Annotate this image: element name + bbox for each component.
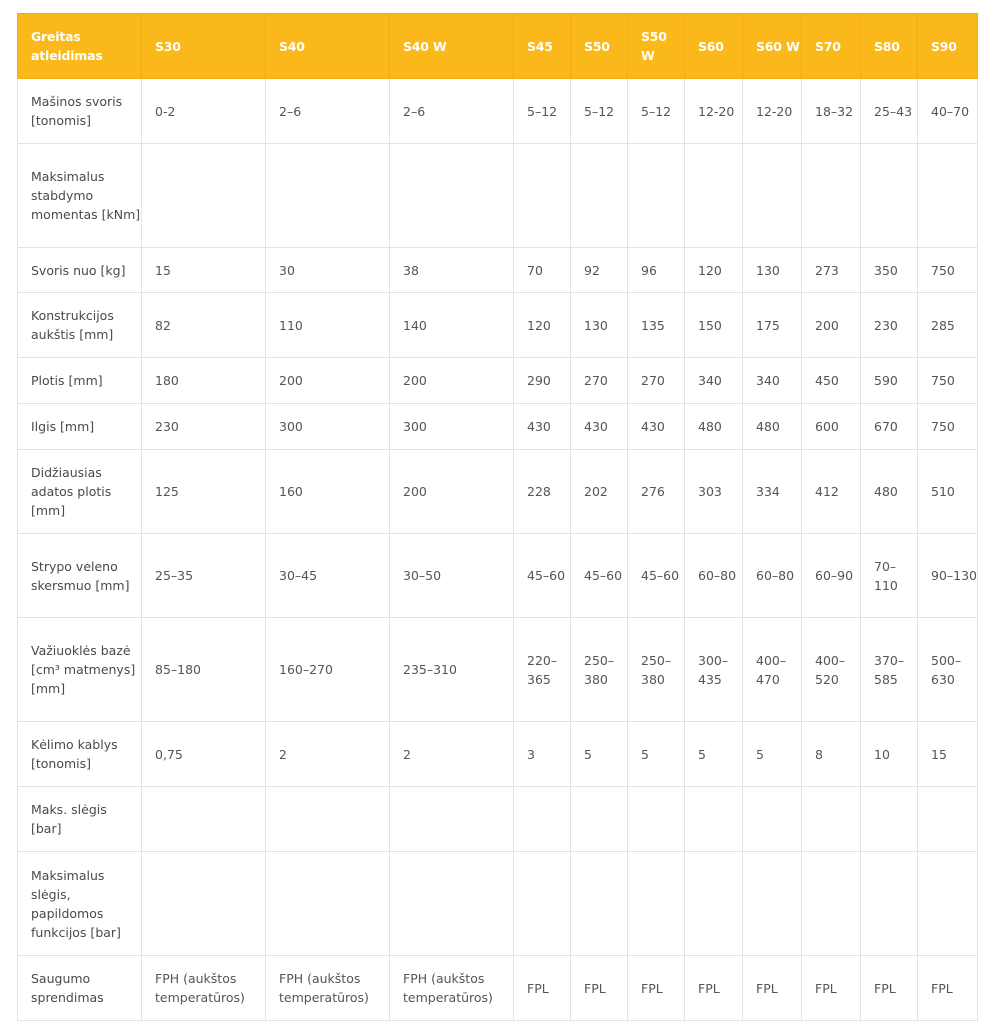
- table-cell: [685, 144, 743, 248]
- header-cell-model: S60 W: [743, 14, 802, 79]
- table-cell: FPL: [571, 956, 628, 1021]
- table-cell: 200: [390, 450, 514, 534]
- table-cell: [571, 144, 628, 248]
- row-label: Konstrukcijos aukštis [mm]: [18, 293, 142, 358]
- table-cell: [266, 144, 390, 248]
- table-cell: [743, 852, 802, 956]
- table-cell: FPH (aukštos temperatūros): [390, 956, 514, 1021]
- table-cell: FPH (aukštos temperatūros): [266, 956, 390, 1021]
- table-row: [18, 404, 978, 450]
- table-cell: 300–435: [685, 618, 743, 722]
- table-cell: [685, 852, 743, 956]
- table-cell: 430: [628, 404, 685, 450]
- row-label: Maks. slėgis [bar]: [18, 787, 142, 852]
- table-row: [18, 852, 978, 956]
- header-cell-model: S40 W: [390, 14, 514, 79]
- table-cell: FPL: [514, 956, 571, 1021]
- table-cell: 160: [266, 450, 390, 534]
- table-cell: 276: [628, 450, 685, 534]
- table-cell: [918, 144, 978, 248]
- header-cell-model: S40: [266, 14, 390, 79]
- table-cell: 12-20: [685, 79, 743, 144]
- table-cell: 70–110: [861, 534, 918, 618]
- table-cell: 180: [142, 358, 266, 404]
- table-cell: [918, 787, 978, 852]
- table-cell: FPL: [802, 956, 861, 1021]
- table-cell: 45–60: [514, 534, 571, 618]
- table-cell: [266, 852, 390, 956]
- table-cell: 45–60: [571, 534, 628, 618]
- table-cell: 30: [266, 248, 390, 293]
- table-row: [18, 618, 978, 722]
- table-row: [18, 450, 978, 534]
- row-label: Kėlimo kablys [tonomis]: [18, 722, 142, 787]
- table-cell: [571, 787, 628, 852]
- table-cell: 334: [743, 450, 802, 534]
- table-cell: 430: [514, 404, 571, 450]
- table-cell: [743, 787, 802, 852]
- row-label: Mašinos svoris [tonomis]: [18, 79, 142, 144]
- table-cell: [802, 144, 861, 248]
- header-cell-model: S50: [571, 14, 628, 79]
- table-cell: 60–90: [802, 534, 861, 618]
- table-cell: 370–585: [861, 618, 918, 722]
- table-cell: 750: [918, 248, 978, 293]
- table-cell: 5–12: [514, 79, 571, 144]
- row-label: Ilgis [mm]: [18, 404, 142, 450]
- table-cell: [918, 852, 978, 956]
- table-cell: 130: [743, 248, 802, 293]
- table-cell: 30–45: [266, 534, 390, 618]
- table-cell: 125: [142, 450, 266, 534]
- table-cell: [390, 852, 514, 956]
- table-cell: 230: [142, 404, 266, 450]
- row-label: Plotis [mm]: [18, 358, 142, 404]
- table-cell: [861, 852, 918, 956]
- header-cell-model: S45: [514, 14, 571, 79]
- table-cell: 2–6: [390, 79, 514, 144]
- table-cell: 5: [743, 722, 802, 787]
- table-cell: 25–35: [142, 534, 266, 618]
- table-cell: 12-20: [743, 79, 802, 144]
- table-cell: 250–380: [628, 618, 685, 722]
- table-cell: 30–50: [390, 534, 514, 618]
- table-cell: [390, 787, 514, 852]
- table-cell: [514, 787, 571, 852]
- table-cell: [142, 144, 266, 248]
- table-row: [18, 534, 978, 618]
- header-cell-model: S70: [802, 14, 861, 79]
- table-cell: [514, 144, 571, 248]
- table-cell: [266, 787, 390, 852]
- table-cell: 0,75: [142, 722, 266, 787]
- table-cell: FPL: [685, 956, 743, 1021]
- table-cell: 303: [685, 450, 743, 534]
- table-cell: 480: [861, 450, 918, 534]
- table-cell: 412: [802, 450, 861, 534]
- table-cell: 480: [685, 404, 743, 450]
- table-row: [18, 248, 978, 293]
- header-cell-model: S30: [142, 14, 266, 79]
- table-cell: 510: [918, 450, 978, 534]
- table-cell: 18–32: [802, 79, 861, 144]
- row-label: Saugumo sprendimas: [18, 956, 142, 1021]
- table-cell: 200: [802, 293, 861, 358]
- table-cell: 25–43: [861, 79, 918, 144]
- table-cell: FPL: [861, 956, 918, 1021]
- table-cell: FPL: [628, 956, 685, 1021]
- table-cell: [685, 787, 743, 852]
- table-cell: 590: [861, 358, 918, 404]
- table-cell: 300: [390, 404, 514, 450]
- table-cell: 2: [266, 722, 390, 787]
- table-cell: 70: [514, 248, 571, 293]
- table-cell: 60–80: [685, 534, 743, 618]
- table-cell: 430: [571, 404, 628, 450]
- table-cell: 450: [802, 358, 861, 404]
- spec-table: [17, 13, 978, 1021]
- table-cell: 5: [685, 722, 743, 787]
- header-cell-model: S80: [861, 14, 918, 79]
- table-cell: 270: [571, 358, 628, 404]
- table-row: [18, 79, 978, 144]
- table-cell: 270: [628, 358, 685, 404]
- table-cell: 92: [571, 248, 628, 293]
- table-cell: 400–520: [802, 618, 861, 722]
- table-cell: [142, 852, 266, 956]
- table-cell: 40–70: [918, 79, 978, 144]
- table-cell: 300: [266, 404, 390, 450]
- table-cell: [628, 852, 685, 956]
- table-cell: 150: [685, 293, 743, 358]
- table-cell: 0-2: [142, 79, 266, 144]
- table-cell: [628, 787, 685, 852]
- table-cell: FPH (aukštos temperatūros): [142, 956, 266, 1021]
- table-cell: 290: [514, 358, 571, 404]
- table-cell: 120: [685, 248, 743, 293]
- table-cell: 90–130: [918, 534, 978, 618]
- table-cell: 175: [743, 293, 802, 358]
- row-label: Maksimalus slėgis, papildomos funkcijos [bar]: [18, 852, 142, 956]
- table-cell: 200: [390, 358, 514, 404]
- table-cell: 250–380: [571, 618, 628, 722]
- row-label: Važiuoklės bazė [cm³ matmenys] [mm]: [18, 618, 142, 722]
- table-cell: 160–270: [266, 618, 390, 722]
- table-cell: 8: [802, 722, 861, 787]
- table-cell: 130: [571, 293, 628, 358]
- table-cell: 82: [142, 293, 266, 358]
- spec-table-container: [17, 13, 977, 1021]
- table-cell: 5–12: [571, 79, 628, 144]
- table-cell: 120: [514, 293, 571, 358]
- table-cell: 38: [390, 248, 514, 293]
- table-cell: 480: [743, 404, 802, 450]
- table-cell: 340: [685, 358, 743, 404]
- table-cell: 110: [266, 293, 390, 358]
- table-cell: 600: [802, 404, 861, 450]
- header-cell-model: S60: [685, 14, 743, 79]
- table-cell: 285: [918, 293, 978, 358]
- table-cell: 3: [514, 722, 571, 787]
- table-cell: 135: [628, 293, 685, 358]
- table-cell: FPL: [918, 956, 978, 1021]
- table-cell: 230: [861, 293, 918, 358]
- table-body: [18, 79, 978, 1021]
- table-cell: [743, 144, 802, 248]
- table-row: [18, 956, 978, 1021]
- table-cell: [861, 787, 918, 852]
- table-cell: 60–80: [743, 534, 802, 618]
- table-cell: 273: [802, 248, 861, 293]
- table-cell: 340: [743, 358, 802, 404]
- header-cell-model: S90: [918, 14, 978, 79]
- row-label: Didžiausias adatos plotis [mm]: [18, 450, 142, 534]
- table-cell: [628, 144, 685, 248]
- table-cell: [861, 144, 918, 248]
- table-cell: 45–60: [628, 534, 685, 618]
- table-cell: 228: [514, 450, 571, 534]
- table-cell: 670: [861, 404, 918, 450]
- table-cell: [571, 852, 628, 956]
- table-cell: [142, 787, 266, 852]
- table-cell: 202: [571, 450, 628, 534]
- table-cell: [802, 852, 861, 956]
- table-cell: [514, 852, 571, 956]
- table-cell: 350: [861, 248, 918, 293]
- table-cell: FPL: [743, 956, 802, 1021]
- table-row: [18, 787, 978, 852]
- table-cell: 2: [390, 722, 514, 787]
- table-cell: 15: [142, 248, 266, 293]
- table-cell: 400–470: [743, 618, 802, 722]
- table-cell: 750: [918, 404, 978, 450]
- table-cell: [802, 787, 861, 852]
- table-cell: 500–630: [918, 618, 978, 722]
- table-cell: 5–12: [628, 79, 685, 144]
- header-cell-model: S50 W: [628, 14, 685, 79]
- table-cell: [390, 144, 514, 248]
- table-cell: 2–6: [266, 79, 390, 144]
- table-cell: 220–365: [514, 618, 571, 722]
- table-header-row: [18, 14, 978, 79]
- table-cell: 15: [918, 722, 978, 787]
- table-cell: 140: [390, 293, 514, 358]
- header-cell-label: Greitas atleidimas: [18, 14, 142, 79]
- table-cell: 750: [918, 358, 978, 404]
- table-row: [18, 293, 978, 358]
- table-cell: 96: [628, 248, 685, 293]
- table-cell: 10: [861, 722, 918, 787]
- table-row: [18, 144, 978, 248]
- table-row: [18, 358, 978, 404]
- table-cell: 85–180: [142, 618, 266, 722]
- row-label: Svoris nuo [kg]: [18, 248, 142, 293]
- table-row: [18, 722, 978, 787]
- table-cell: 5: [571, 722, 628, 787]
- table-cell: 5: [628, 722, 685, 787]
- row-label: Strypo veleno skersmuo [mm]: [18, 534, 142, 618]
- table-cell: 235–310: [390, 618, 514, 722]
- row-label: Maksimalus stabdymo momentas [kNm]: [18, 144, 142, 248]
- table-cell: 200: [266, 358, 390, 404]
